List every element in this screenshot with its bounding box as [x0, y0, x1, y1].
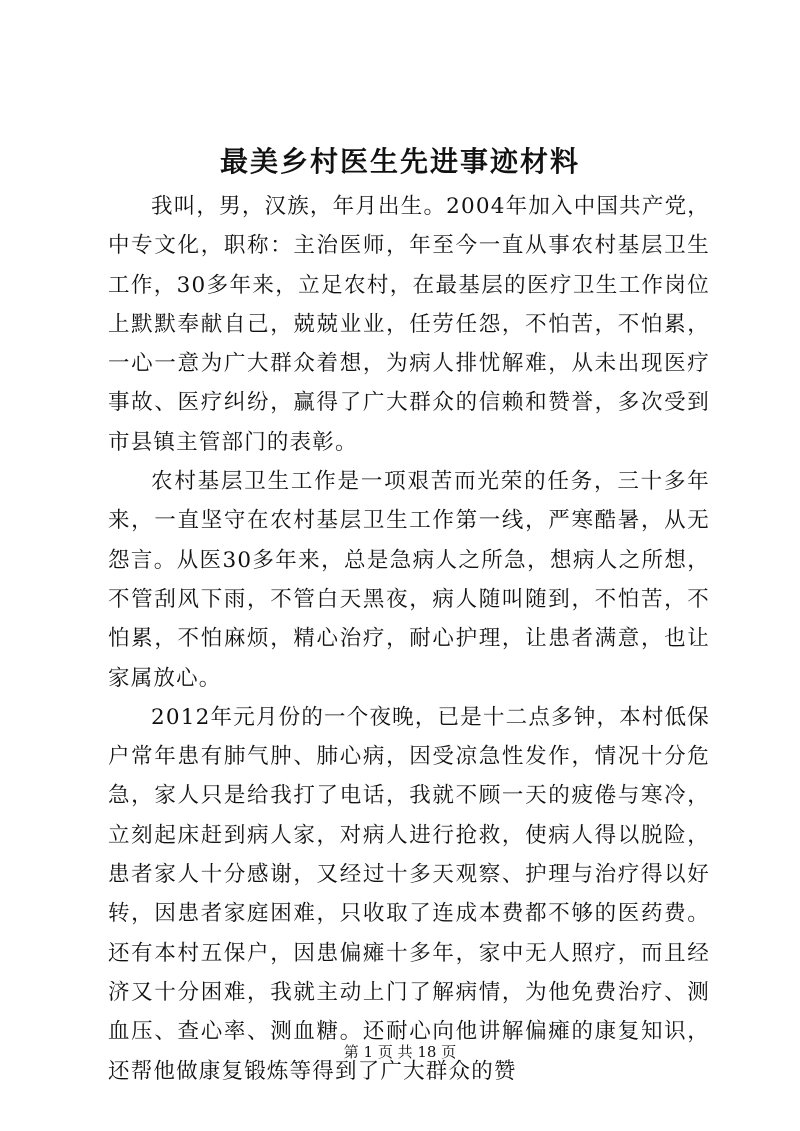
- document-body: [108, 187, 710, 1091]
- paragraph-3: 2012年元月份的一个夜晚，已是十二点多钟，本村低保户常年患有肺气肿、肺心病，因受凉急性发作，情况十分危急，家人只是给我打了电话，我就不顾一天的疲倦与寒冷，立刻起床赶到病人家，对病人进行抢救，使病人得以脱险，患者家人十分感谢，又经过十多天观察、护理与治疗得以好转，因患者家庭困难，只收取了连成本费都不够的医药费。还有本村五保户，因患偏瘫十多年，家中无人照疗，而且经济又十分困难，我就主动上门了解病情，为他免费治疗、测血压、查心率、测血糖。还耐心向他讲解偏瘫的康复知识，还帮他做康复锻炼等得到了广大群众的赞: [108, 704, 710, 1084]
- paragraph-2: 农村基层卫生工作是一项艰苦而光荣的任务，三十多年来，一直坚守在农村基层卫生工作第一线，严寒酷暑，从无怨言。从医30多年来，总是急病人之所急，想病人之所想，不管刮风下雨，不管白天黑夜，病人随叫随到，不怕苦，不怕累，不怕麻烦，精心治疗，耐心护理，让患者满意，也让家属放心。: [108, 469, 710, 691]
- page-footer: 第 1 页 共 18 页: [343, 1043, 457, 1061]
- document-title: 最美乡村医生先进事迹材料: [219, 145, 580, 178]
- paragraph-1: 我叫，男，汉族，年月出生。2004年加入中国共产党，中专文化，职称：主治医师，年至今一直从事农村基层卫生工作，30多年来，立足农村，在最基层的医疗卫生工作岗位上默默奉献自己，兢兢业业，任劳任怨，不怕苦，不怕累，一心一意为广大群众着想，为病人排忧解难，从未出现医疗事故、医疗纠纷，赢得了广大群众的信赖和赞誉，多次受到市县镇主管部门的表彰。: [108, 194, 710, 455]
